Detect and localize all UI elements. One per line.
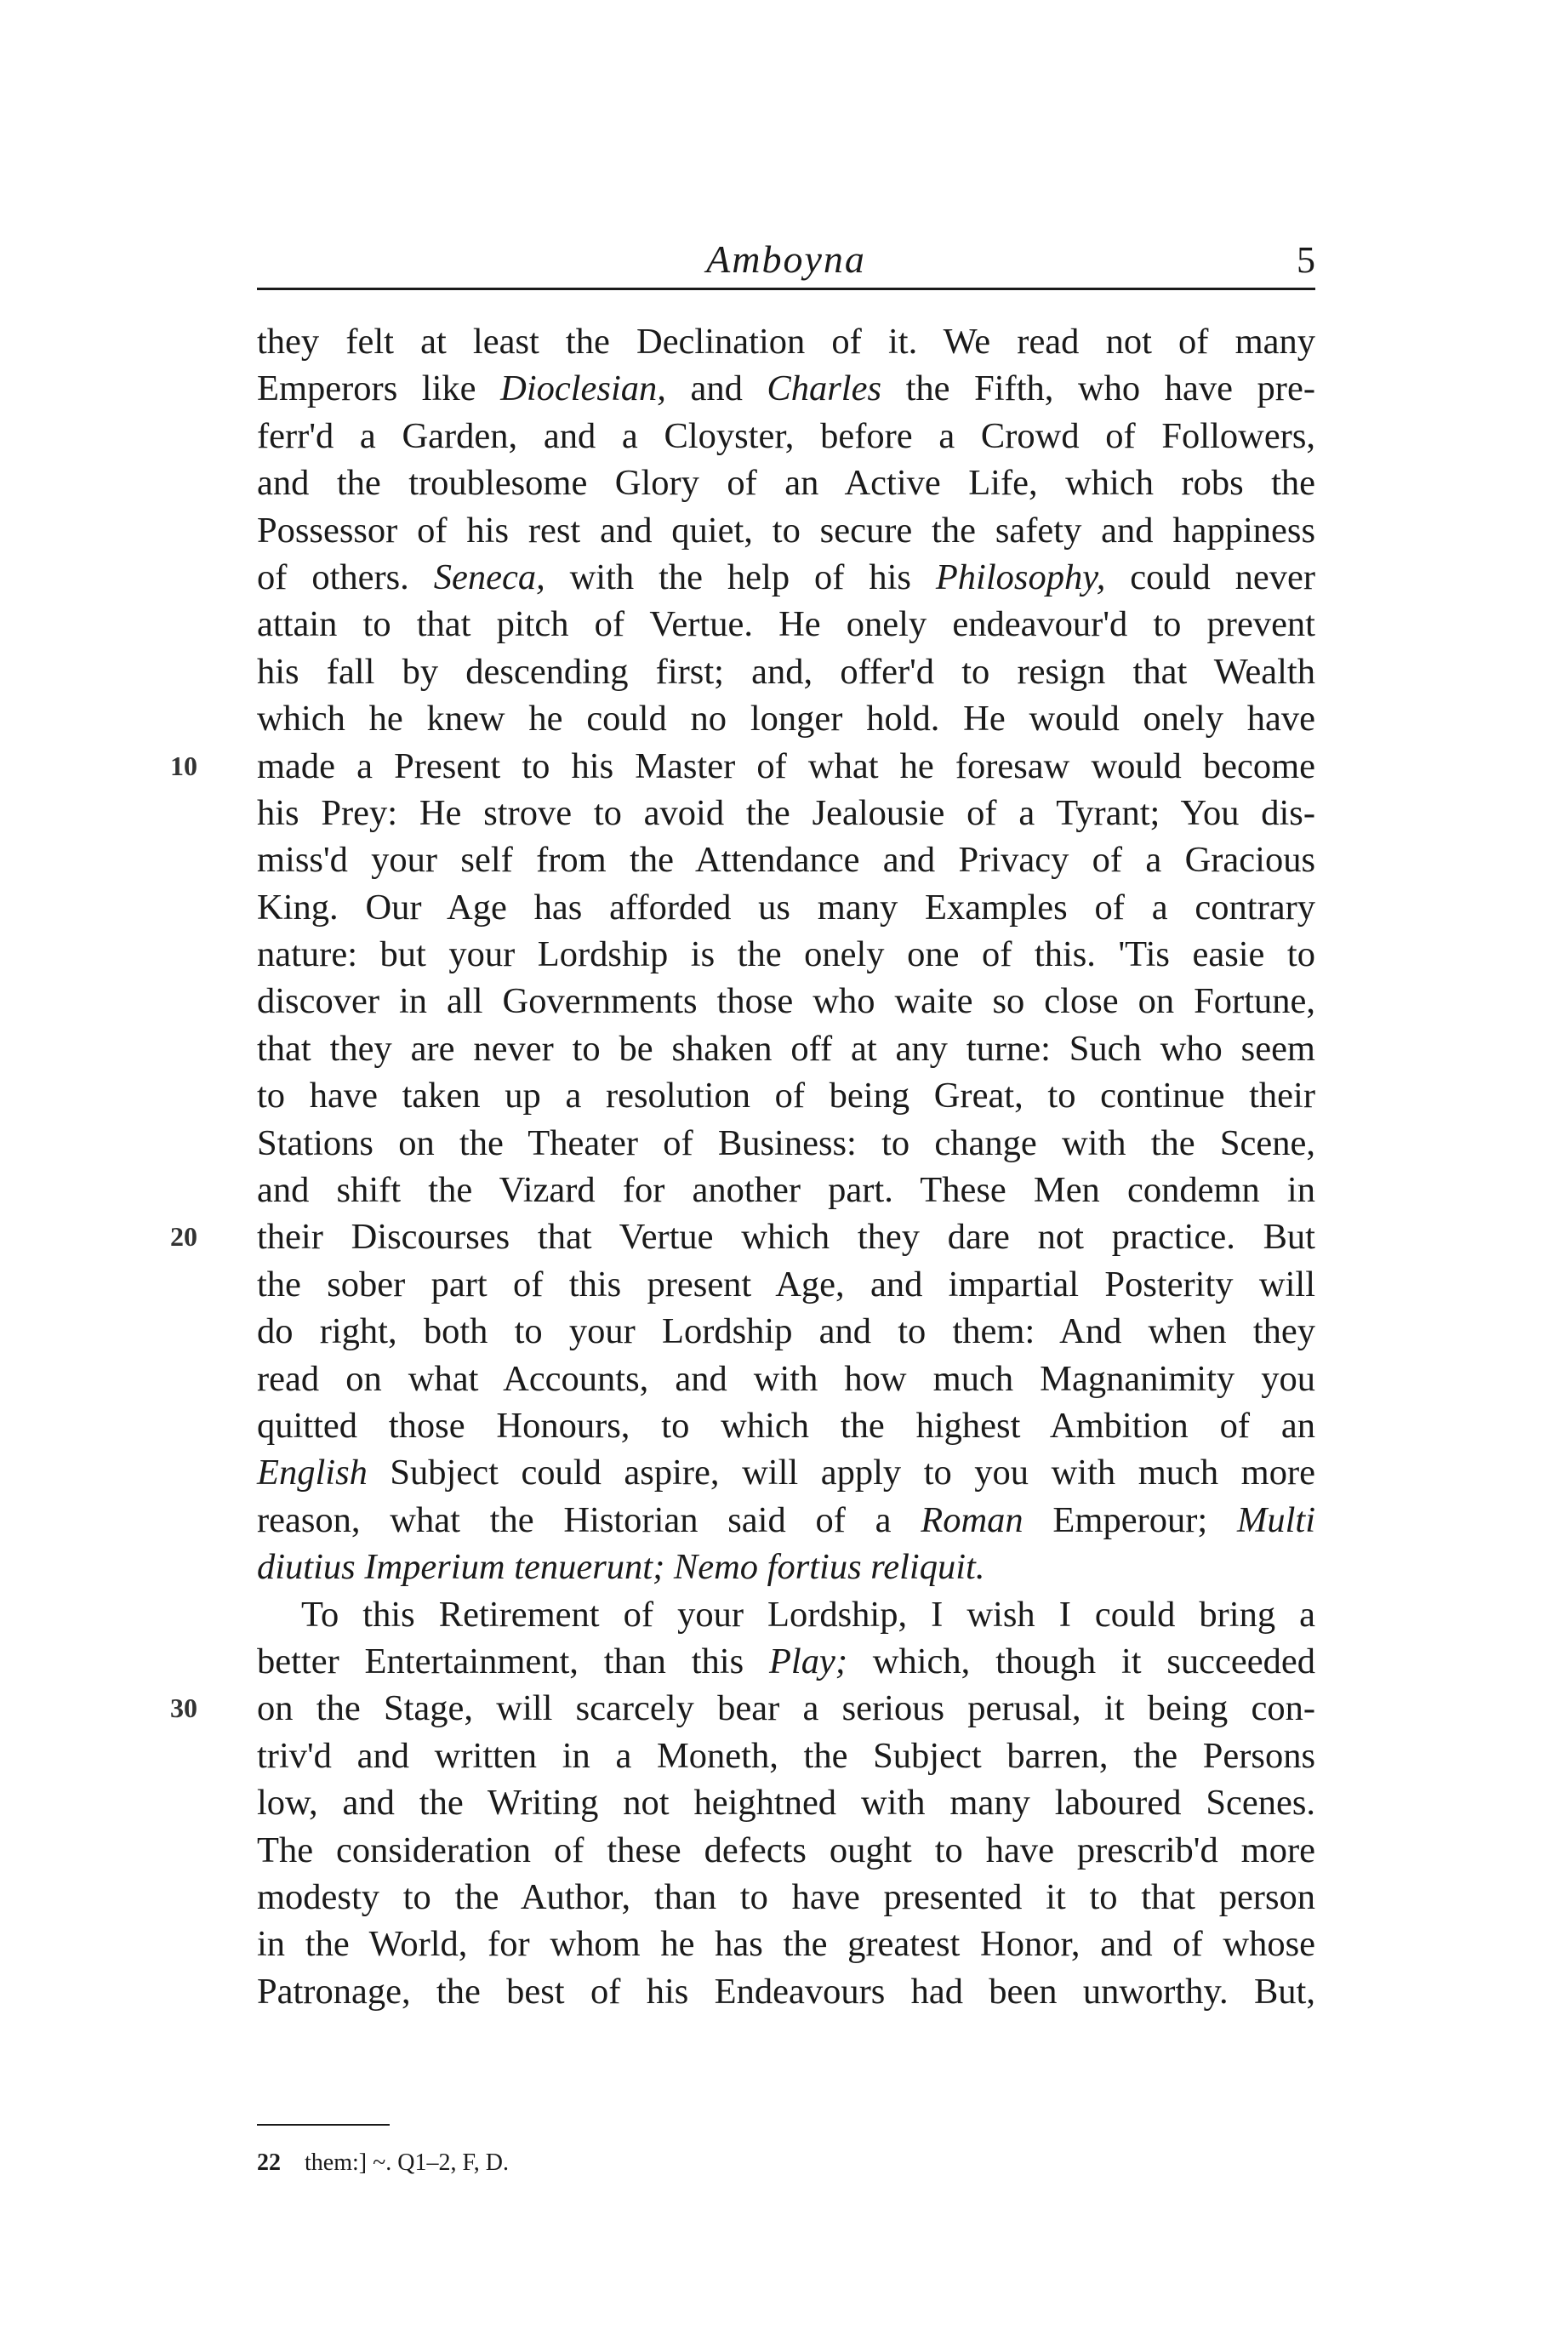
text-segment: the sober part of this present Age, and impartial Posterity will xyxy=(257,1264,1315,1304)
text-segment: nature: but your Lordship is the onely one of this. 'Tis easie to xyxy=(257,934,1315,975)
text-line xyxy=(257,1402,1315,1449)
text-segment: ferr'd a Garden, and a Cloyster, before a Crowd of Followers, xyxy=(257,415,1315,456)
text-segment: and xyxy=(665,368,767,409)
running-title: Amboyna xyxy=(706,237,866,281)
text-segment: quitted those Honours, to which the highest Ambition of an xyxy=(257,1405,1315,1446)
text-line xyxy=(257,413,1315,460)
text-line xyxy=(257,1308,1315,1355)
text-segment: low, and the Writing not heightned with many laboured Scenes. xyxy=(257,1783,1315,1824)
text-line xyxy=(257,1827,1315,1874)
text-segment: they felt at least the Declination of it. We read not of many xyxy=(257,322,1315,362)
text-segment: Emperour; xyxy=(1023,1499,1237,1540)
text-segment: The consideration of these defects ought to have prescrib'd more xyxy=(257,1830,1315,1870)
text-line xyxy=(257,695,1315,742)
text-segment: Patronage, the best of his Endeavours had been unworthy. But, xyxy=(257,1971,1315,2012)
text-line xyxy=(170,743,1315,790)
text-segment: modesty to the Author, than to have presented it to that person xyxy=(257,1876,1315,1917)
text-segment: his fall by descending first; and, offer'd to resign that Wealth xyxy=(257,651,1315,692)
text-line xyxy=(257,1497,1315,1544)
text-line xyxy=(257,1638,1315,1685)
text-line xyxy=(257,1167,1315,1213)
text-line xyxy=(257,1261,1315,1308)
text-line xyxy=(257,1025,1315,1072)
text-line xyxy=(257,931,1315,978)
text-segment: reason, what the Historian said of a xyxy=(257,1499,921,1540)
italic-text: Multi xyxy=(1236,1499,1316,1540)
text-segment: and shift the Vizard for another part. These Men condemn in xyxy=(257,1170,1315,1211)
text-line xyxy=(257,1874,1315,1921)
text-line xyxy=(257,1544,1315,1590)
text-segment: Emperors like xyxy=(257,368,501,409)
italic-text: Roman xyxy=(921,1499,1023,1540)
line-number: 30 xyxy=(170,1693,197,1724)
line-number: 20 xyxy=(170,1221,197,1253)
page-number: 5 xyxy=(1297,239,1315,281)
text-line xyxy=(257,601,1315,648)
text-segment: to have taken up a resolution of being Great, to continue their xyxy=(257,1076,1315,1116)
text-segment: could never xyxy=(1105,557,1315,597)
text-line xyxy=(257,1449,1315,1496)
line-number: 10 xyxy=(170,750,197,781)
text-segment: of others. xyxy=(257,557,434,597)
text-segment: on the Stage, will scarcely bear a serious perusal, it being con- xyxy=(257,1688,1315,1729)
text-segment: and the troublesome Glory of an Active Life, which robs the xyxy=(257,463,1315,504)
footnote-text: them:] ~. Q1–2, F, D. xyxy=(305,2149,510,2176)
text-line xyxy=(257,836,1315,883)
text-line xyxy=(257,365,1315,412)
text-line xyxy=(257,460,1315,506)
text-line xyxy=(257,884,1315,931)
text-line xyxy=(257,1120,1315,1167)
footnote xyxy=(257,2149,509,2177)
text-segment: read on what Accounts, and with how much Magnanimity you xyxy=(257,1358,1315,1399)
text-line xyxy=(257,790,1315,836)
italic-text: Seneca, xyxy=(433,557,545,597)
text-line xyxy=(257,1591,1315,1638)
footnote-number: 22 xyxy=(257,2149,281,2176)
text-line xyxy=(257,318,1315,365)
text-segment: do right, both to your Lordship and to them: And when they xyxy=(257,1311,1315,1352)
text-segment: King. Our Age has afforded us many Examples of a contrary xyxy=(257,887,1315,928)
text-segment: Possessor of his rest and quiet, to secure the safety and happiness xyxy=(257,510,1315,551)
text-segment: Stations on the Theater of Business: to change with the Scene, xyxy=(257,1122,1315,1163)
text-line xyxy=(257,648,1315,695)
text-segment: miss'd your self from the Attendance and Privacy of a Gracious xyxy=(257,840,1315,881)
text-segment: attain to that pitch of Vertue. He onely endeavour'd to prevent xyxy=(257,604,1315,645)
text-line xyxy=(257,507,1315,554)
footnote-rule xyxy=(257,2124,390,2126)
italic-text: Play; xyxy=(768,1641,847,1681)
text-line xyxy=(257,1072,1315,1119)
italic-text: diutius Imperium tenuerunt; Nemo fortius reliquit. xyxy=(257,1547,985,1588)
text-line xyxy=(257,1779,1315,1826)
text-segment: the Fifth, who have pre- xyxy=(881,368,1315,409)
text-segment: which, though it succeeded xyxy=(847,1641,1315,1681)
text-line xyxy=(257,1921,1315,1967)
text-segment: discover in all Governments those who waite so close on Fortune, xyxy=(257,981,1315,1022)
italic-text: English xyxy=(257,1453,368,1493)
text-segment: with the help of his xyxy=(545,557,936,597)
text-line xyxy=(257,1968,1315,2015)
italic-text: Dioclesian, xyxy=(500,368,666,409)
italic-text: Philosophy, xyxy=(935,557,1106,597)
text-line xyxy=(170,1685,1315,1732)
text-segment: their Discourses that Vertue which they dare not practice. But xyxy=(257,1217,1315,1258)
text-segment: made a Present to his Master of what he foresaw would become xyxy=(257,745,1315,786)
text-line xyxy=(257,1356,1315,1402)
text-line xyxy=(257,978,1315,1025)
text-segment: in the World, for whom he has the greatest Honor, and of whose xyxy=(257,1924,1315,1965)
text-line xyxy=(257,1733,1315,1779)
text-segment: To this Retirement of your Lordship, I wish I could bring a xyxy=(301,1594,1315,1635)
text-segment: triv'd and written in a Moneth, the Subject barren, the Persons xyxy=(257,1735,1315,1776)
text-segment: that they are never to be shaken off at any turne: Such who seem xyxy=(257,1028,1315,1069)
text-segment: better Entertainment, than this xyxy=(257,1641,769,1681)
text-segment: which he knew he could no longer hold. He would onely have xyxy=(257,699,1315,739)
text-segment: Subject could aspire, will apply to you with much more xyxy=(367,1453,1315,1493)
page-header xyxy=(257,228,1315,290)
text-line xyxy=(170,1213,1315,1260)
italic-text: Charles xyxy=(767,368,882,409)
text-segment: his Prey: He strove to avoid the Jealousie of a Tyrant; You dis- xyxy=(257,792,1315,833)
body-text xyxy=(170,318,1316,2015)
text-line xyxy=(257,554,1315,601)
